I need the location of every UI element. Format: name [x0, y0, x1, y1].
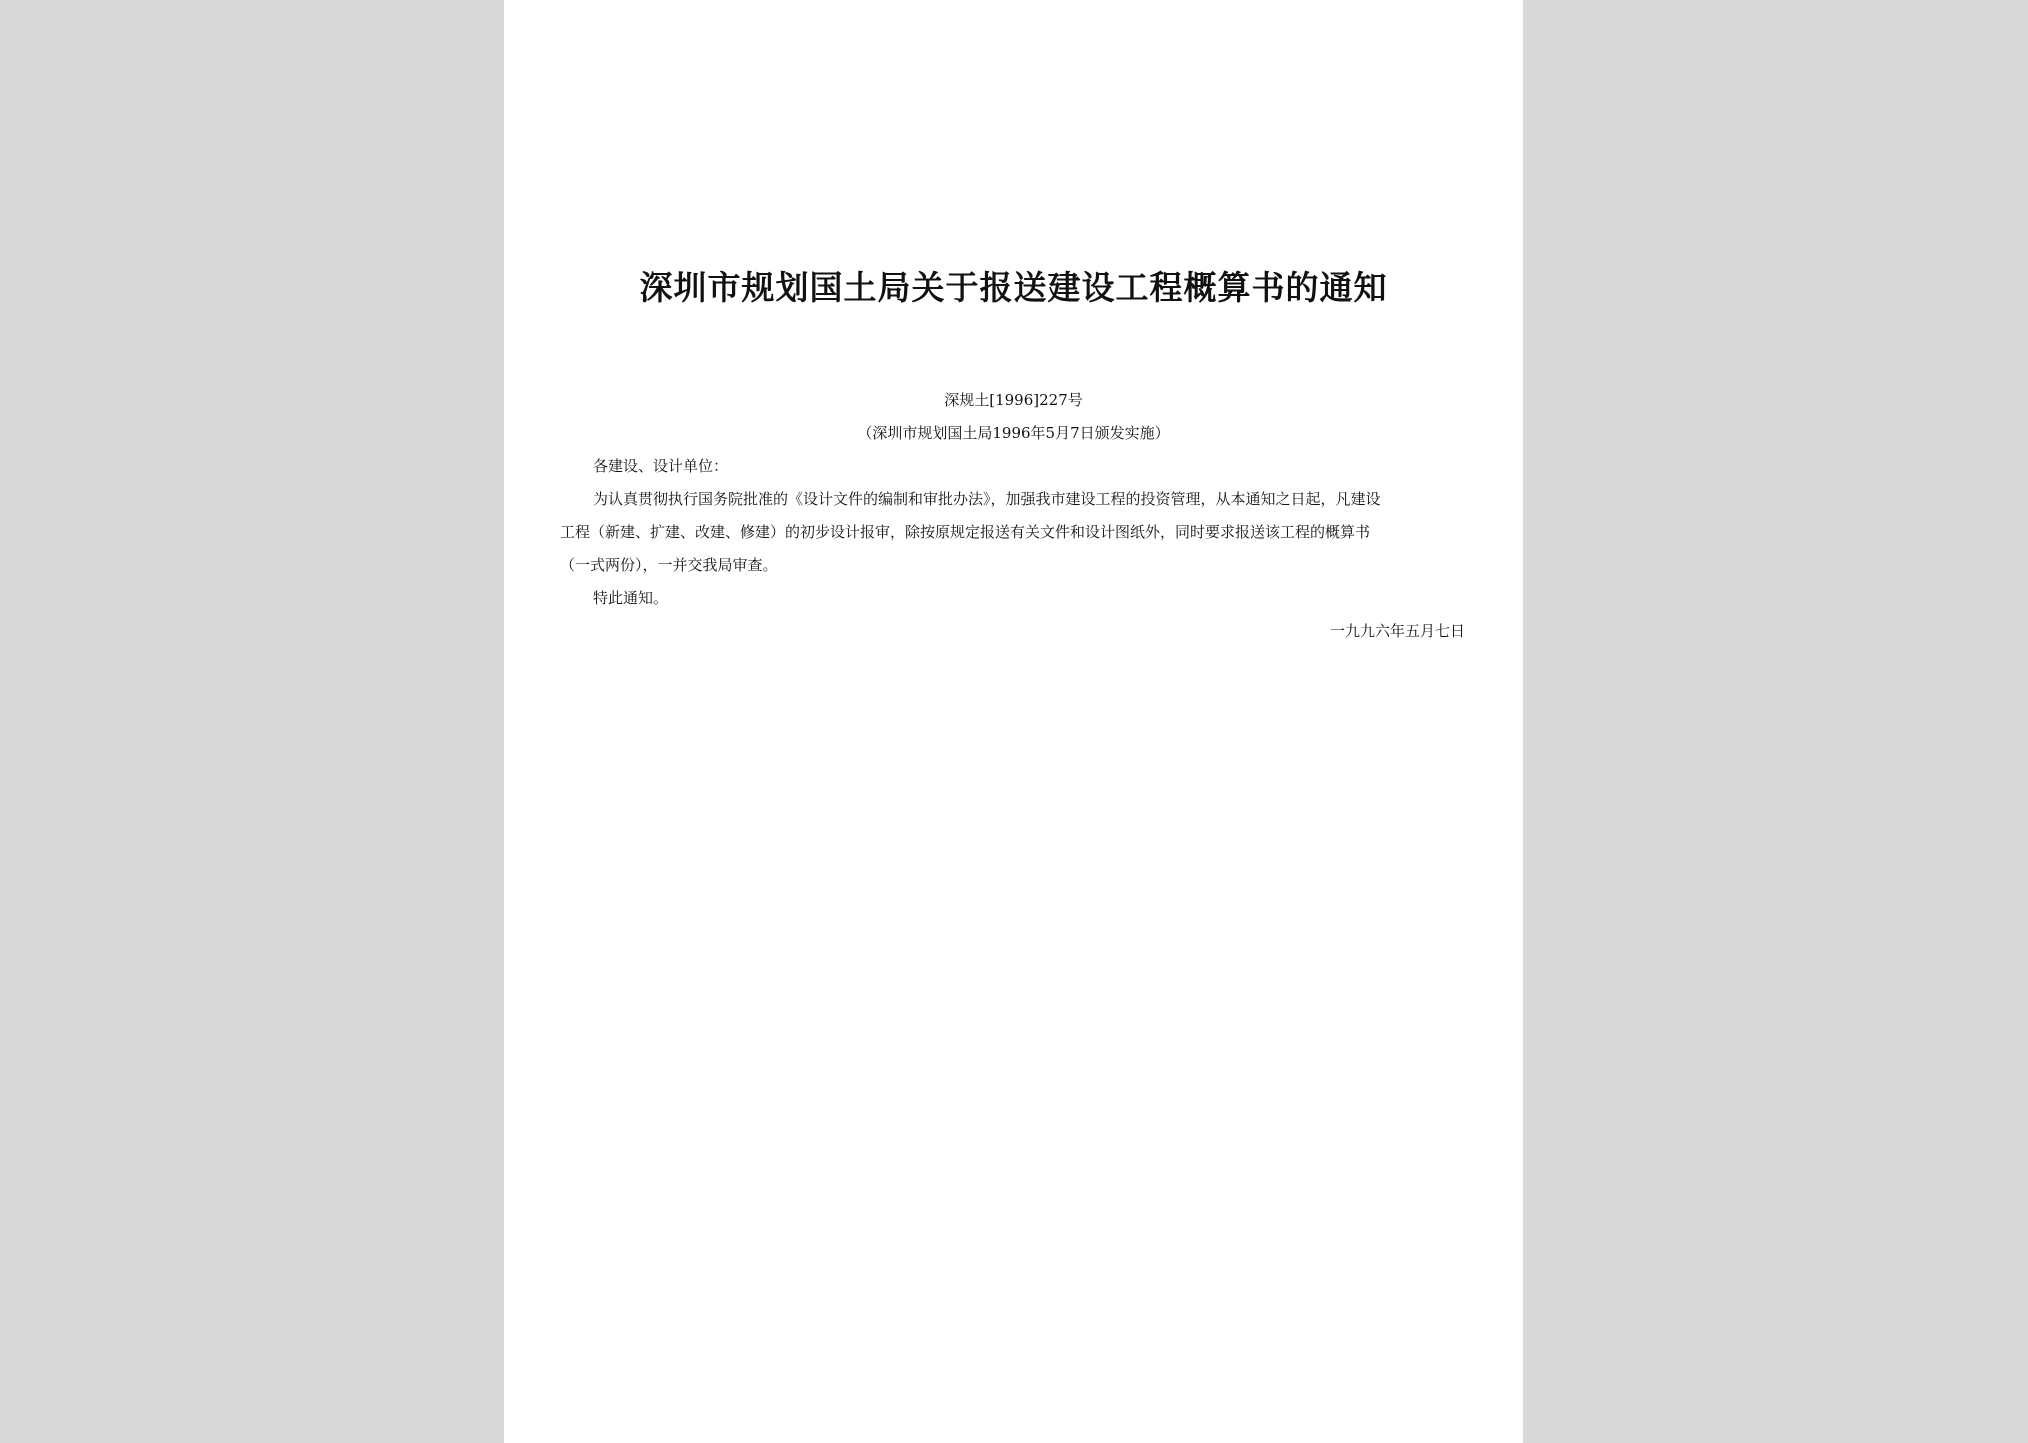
- closing-remark: 特此通知。: [593, 589, 669, 607]
- issuance-note: （深圳市规划国土局1996年5月7日颁发实施）: [857, 424, 1170, 442]
- document-title: 深圳市规划国土局关于报送建设工程概算书的通知: [639, 268, 1388, 307]
- body-line: （一式两份），一并交我局审查。: [560, 556, 778, 574]
- issue-date: 一九九六年五月七日: [1329, 622, 1465, 640]
- body-line: 工程（新建、扩建、改建、修建）的初步设计报审，除按原规定报送有关文件和设计图纸外，同时要求报送该工程的概算书: [560, 523, 1371, 541]
- body-line: 为认真贯彻执行国务院批准的《设计文件的编制和审批办法》，加强我市建设工程的投资管理，从本通知之日起，凡建设: [593, 490, 1381, 508]
- document-number: 深规土[1996]227号: [944, 391, 1083, 409]
- salutation: 各建设、设计单位：: [593, 457, 729, 475]
- document-page: [504, 0, 1523, 1443]
